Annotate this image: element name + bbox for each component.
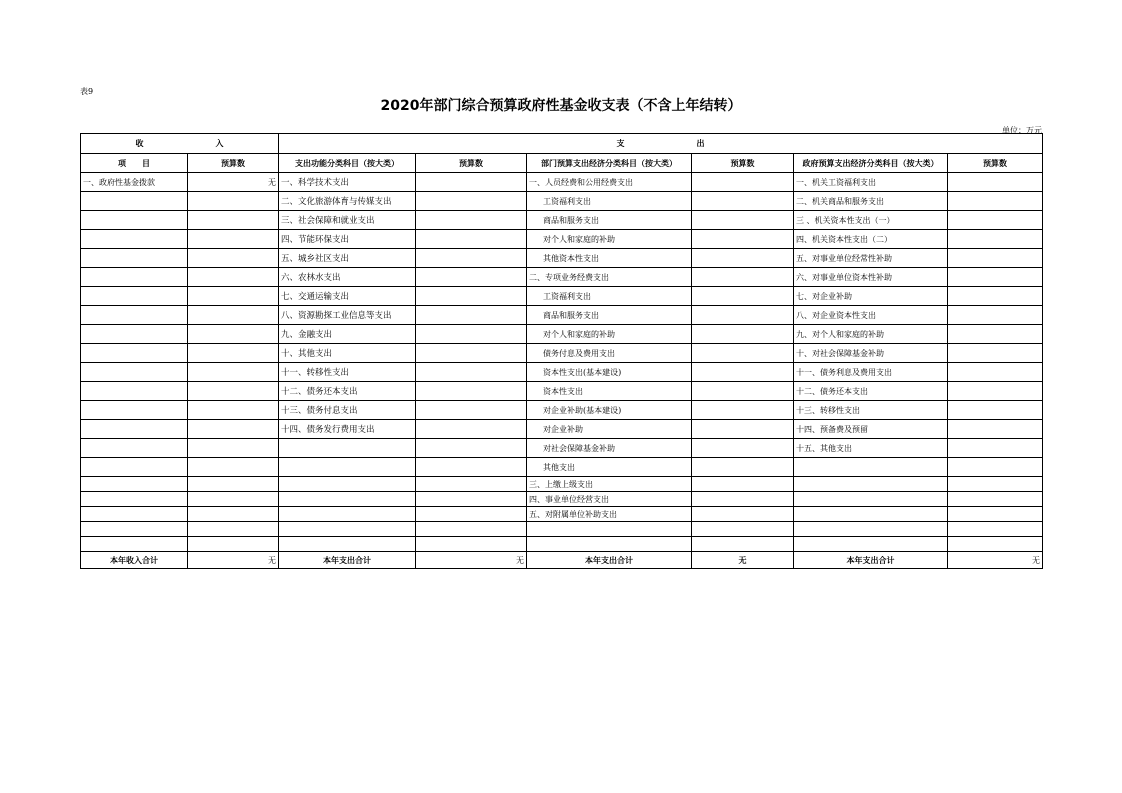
expense-section-header: 支 出 — [279, 134, 1043, 154]
dept-budget-cell — [692, 507, 794, 522]
income-item-cell — [81, 382, 188, 401]
dept-budget-cell — [692, 537, 794, 552]
page-title: 2020年部门综合预算政府性基金收支表（不含上年结转） — [380, 98, 742, 114]
income-item-cell — [81, 325, 188, 344]
income-value-cell — [188, 439, 279, 458]
dept-econ-class-cell — [527, 522, 692, 537]
table-row — [81, 192, 1043, 211]
income-value-cell — [188, 537, 279, 552]
dept-econ-class-cell: 债务付息及费用支出 — [527, 344, 692, 363]
table-row — [81, 492, 1043, 507]
function-budget-cell — [416, 268, 527, 287]
table-row — [81, 401, 1043, 420]
function-budget-cell — [416, 306, 527, 325]
gov-budget-cell — [948, 192, 1043, 211]
gov-budget-cell — [948, 230, 1043, 249]
function-class-cell — [279, 537, 416, 552]
budget-table — [80, 133, 1043, 569]
income-item-cell — [81, 211, 188, 230]
column-header-row — [81, 154, 1043, 173]
function-budget-cell — [416, 173, 527, 192]
gov-budget-cell — [948, 382, 1043, 401]
dept-econ-class-cell: 四、事业单位经营支出 — [527, 492, 692, 507]
gov-econ-class-cell: 二、机关商品和服务支出 — [794, 192, 948, 211]
table-row — [81, 325, 1043, 344]
dept-budget-cell — [692, 325, 794, 344]
dept-econ-class-cell: 对个人和家庭的补助 — [527, 325, 692, 344]
dept-econ-class-cell: 资本性支出 — [527, 382, 692, 401]
col-header-dept-econ-class: 部门预算支出经济分类科目（按大类） — [527, 154, 692, 173]
dept-budget-cell — [692, 458, 794, 477]
function-class-cell — [279, 507, 416, 522]
gov-total-value: 无 — [948, 552, 1043, 569]
dept-budget-cell — [692, 522, 794, 537]
income-value-cell — [188, 507, 279, 522]
income-value-cell — [188, 230, 279, 249]
gov-budget-cell — [948, 439, 1043, 458]
gov-econ-class-cell: 十二、债务还本支出 — [794, 382, 948, 401]
income-item-cell — [81, 306, 188, 325]
table-row — [81, 249, 1043, 268]
dept-budget-cell — [692, 268, 794, 287]
income-item-cell — [81, 401, 188, 420]
function-budget-cell — [416, 287, 527, 306]
gov-budget-cell — [948, 537, 1043, 552]
gov-econ-class-cell: 三 、机关资本性支出（一） — [794, 211, 948, 230]
income-value-cell — [188, 344, 279, 363]
function-class-cell: 三、社会保障和就业支出 — [279, 211, 416, 230]
income-item-cell — [81, 537, 188, 552]
function-budget-cell — [416, 192, 527, 211]
gov-econ-class-cell: 十一、债务利息及费用支出 — [794, 363, 948, 382]
dept-econ-class-cell: 一、人员经费和公用经费支出 — [527, 173, 692, 192]
function-class-cell — [279, 522, 416, 537]
gov-total-label: 本年支出合计 — [794, 552, 948, 569]
income-section-header: 收 入 — [81, 134, 279, 154]
income-value-cell — [188, 192, 279, 211]
function-budget-cell — [416, 507, 527, 522]
gov-econ-class-cell: 九、对个人和家庭的补助 — [794, 325, 948, 344]
dept-budget-cell — [692, 439, 794, 458]
gov-econ-class-cell — [794, 507, 948, 522]
func-total-value: 无 — [416, 552, 527, 569]
gov-econ-class-cell — [794, 522, 948, 537]
function-budget-cell — [416, 477, 527, 492]
function-budget-cell — [416, 382, 527, 401]
dept-econ-class-cell: 工资福利支出 — [527, 192, 692, 211]
gov-budget-cell — [948, 306, 1043, 325]
gov-econ-class-cell: 十三、转移性支出 — [794, 401, 948, 420]
gov-budget-cell — [948, 363, 1043, 382]
unit-label: 单位：万元 — [1002, 126, 1042, 135]
function-budget-cell — [416, 230, 527, 249]
col-header-item: 项 目 — [81, 154, 188, 173]
gov-econ-class-cell: 十五、其他支出 — [794, 439, 948, 458]
dept-econ-class-cell: 对社会保障基金补助 — [527, 439, 692, 458]
gov-budget-cell — [948, 249, 1043, 268]
gov-econ-class-cell: 六、对事业单位资本性补助 — [794, 268, 948, 287]
income-value-cell — [188, 492, 279, 507]
table-row — [81, 420, 1043, 439]
function-budget-cell — [416, 249, 527, 268]
function-class-cell — [279, 492, 416, 507]
gov-econ-class-cell: 四、机关资本性支出（二） — [794, 230, 948, 249]
dept-budget-cell — [692, 382, 794, 401]
income-item-cell: 一、政府性基金拨款 — [81, 173, 188, 192]
table-row — [81, 522, 1043, 537]
function-class-cell: 十二、债务还本支出 — [279, 382, 416, 401]
function-class-cell — [279, 477, 416, 492]
table-row — [81, 477, 1043, 492]
gov-budget-cell — [948, 401, 1043, 420]
col-header-budget: 预算数 — [416, 154, 527, 173]
dept-econ-class-cell: 工资福利支出 — [527, 287, 692, 306]
income-item-cell — [81, 507, 188, 522]
gov-budget-cell — [948, 268, 1043, 287]
table-row — [81, 306, 1043, 325]
table-row — [81, 268, 1043, 287]
income-value-cell — [188, 287, 279, 306]
income-total-label: 本年收入合计 — [81, 552, 188, 569]
col-header-budget: 预算数 — [188, 154, 279, 173]
function-class-cell: 十、其他支出 — [279, 344, 416, 363]
dept-econ-class-cell: 商品和服务支出 — [527, 211, 692, 230]
function-budget-cell — [416, 363, 527, 382]
function-budget-cell — [416, 344, 527, 363]
gov-budget-cell — [948, 287, 1043, 306]
income-value-cell: 无 — [188, 173, 279, 192]
dept-budget-cell — [692, 344, 794, 363]
function-class-cell: 十四、债务发行费用支出 — [279, 420, 416, 439]
function-budget-cell — [416, 537, 527, 552]
income-value-cell — [188, 477, 279, 492]
dept-budget-cell — [692, 477, 794, 492]
gov-econ-class-cell — [794, 458, 948, 477]
income-item-cell — [81, 420, 188, 439]
function-class-cell: 四、节能环保支出 — [279, 230, 416, 249]
income-value-cell — [188, 458, 279, 477]
dept-budget-cell — [692, 230, 794, 249]
table-row — [81, 382, 1043, 401]
income-value-cell — [188, 363, 279, 382]
table-row — [81, 173, 1043, 192]
dept-budget-cell — [692, 420, 794, 439]
gov-econ-class-cell — [794, 477, 948, 492]
dept-total-value: 无 — [692, 552, 794, 569]
dept-budget-cell — [692, 492, 794, 507]
dept-budget-cell — [692, 306, 794, 325]
function-budget-cell — [416, 522, 527, 537]
function-class-cell — [279, 458, 416, 477]
gov-budget-cell — [948, 477, 1043, 492]
dept-econ-class-cell: 五、对附属单位补助支出 — [527, 507, 692, 522]
table-row — [81, 287, 1043, 306]
dept-budget-cell — [692, 211, 794, 230]
gov-budget-cell — [948, 507, 1043, 522]
function-class-cell: 九、金融支出 — [279, 325, 416, 344]
income-value-cell — [188, 268, 279, 287]
function-class-cell: 二、文化旅游体育与传媒支出 — [279, 192, 416, 211]
income-item-cell — [81, 268, 188, 287]
gov-econ-class-cell — [794, 492, 948, 507]
income-item-cell — [81, 192, 188, 211]
dept-econ-class-cell: 其他资本性支出 — [527, 249, 692, 268]
table-row — [81, 344, 1043, 363]
table-row — [81, 211, 1043, 230]
gov-econ-class-cell — [794, 537, 948, 552]
table-row — [81, 363, 1043, 382]
function-class-cell: 七、交通运输支出 — [279, 287, 416, 306]
function-budget-cell — [416, 325, 527, 344]
col-header-gov-econ-class: 政府预算支出经济分类科目（按大类） — [794, 154, 948, 173]
table-row — [81, 537, 1043, 552]
income-item-cell — [81, 439, 188, 458]
gov-econ-class-cell: 十、对社会保障基金补助 — [794, 344, 948, 363]
gov-econ-class-cell: 一、机关工资福利支出 — [794, 173, 948, 192]
col-header-budget: 预算数 — [948, 154, 1043, 173]
income-value-cell — [188, 401, 279, 420]
income-value-cell — [188, 249, 279, 268]
income-item-cell — [81, 477, 188, 492]
section-row — [81, 134, 1043, 154]
income-value-cell — [188, 522, 279, 537]
income-item-cell — [81, 492, 188, 507]
function-class-cell: 五、城乡社区支出 — [279, 249, 416, 268]
income-value-cell — [188, 325, 279, 344]
totals-row — [81, 552, 1043, 569]
col-header-budget: 预算数 — [692, 154, 794, 173]
gov-budget-cell — [948, 325, 1043, 344]
gov-econ-class-cell: 五、对事业单位经常性补助 — [794, 249, 948, 268]
dept-econ-class-cell: 其他支出 — [527, 458, 692, 477]
gov-budget-cell — [948, 458, 1043, 477]
function-budget-cell — [416, 439, 527, 458]
dept-econ-class-cell: 对个人和家庭的补助 — [527, 230, 692, 249]
function-class-cell: 六、农林水支出 — [279, 268, 416, 287]
dept-econ-class-cell: 资本性支出(基本建设) — [527, 363, 692, 382]
income-item-cell — [81, 249, 188, 268]
gov-budget-cell — [948, 522, 1043, 537]
gov-budget-cell — [948, 344, 1043, 363]
table-row — [81, 439, 1043, 458]
function-class-cell: 一、科学技术支出 — [279, 173, 416, 192]
income-value-cell — [188, 382, 279, 401]
function-class-cell — [279, 439, 416, 458]
income-item-cell — [81, 458, 188, 477]
table-row — [81, 230, 1043, 249]
dept-econ-class-cell: 商品和服务支出 — [527, 306, 692, 325]
dept-budget-cell — [692, 192, 794, 211]
income-item-cell — [81, 522, 188, 537]
dept-budget-cell — [692, 363, 794, 382]
income-total-value: 无 — [188, 552, 279, 569]
income-value-cell — [188, 306, 279, 325]
function-budget-cell — [416, 401, 527, 420]
gov-econ-class-cell: 七、对企业补助 — [794, 287, 948, 306]
table-number: 表9 — [80, 87, 94, 96]
income-item-cell — [81, 287, 188, 306]
gov-budget-cell — [948, 173, 1043, 192]
gov-econ-class-cell: 八、对企业资本性支出 — [794, 306, 948, 325]
gov-budget-cell — [948, 492, 1043, 507]
income-value-cell — [188, 420, 279, 439]
table-row — [81, 458, 1043, 477]
dept-econ-class-cell: 二、专项业务经费支出 — [527, 268, 692, 287]
dept-budget-cell — [692, 401, 794, 420]
func-total-label: 本年支出合计 — [279, 552, 416, 569]
income-value-cell — [188, 211, 279, 230]
dept-econ-class-cell: 对企业补助(基本建设) — [527, 401, 692, 420]
dept-econ-class-cell: 三、上缴上级支出 — [527, 477, 692, 492]
function-class-cell: 十一、转移性支出 — [279, 363, 416, 382]
function-class-cell: 十三、债务付息支出 — [279, 401, 416, 420]
function-budget-cell — [416, 211, 527, 230]
gov-econ-class-cell: 十四、预备费及预留 — [794, 420, 948, 439]
dept-budget-cell — [692, 287, 794, 306]
function-class-cell: 八、资源勘探工业信息等支出 — [279, 306, 416, 325]
function-budget-cell — [416, 458, 527, 477]
income-item-cell — [81, 344, 188, 363]
function-budget-cell — [416, 420, 527, 439]
dept-budget-cell — [692, 249, 794, 268]
col-header-function-class: 支出功能分类科目（按大类） — [279, 154, 416, 173]
table-row — [81, 507, 1043, 522]
dept-econ-class-cell — [527, 537, 692, 552]
dept-total-label: 本年支出合计 — [527, 552, 692, 569]
income-item-cell — [81, 363, 188, 382]
dept-budget-cell — [692, 173, 794, 192]
gov-budget-cell — [948, 420, 1043, 439]
function-budget-cell — [416, 492, 527, 507]
gov-budget-cell — [948, 211, 1043, 230]
income-item-cell — [81, 230, 188, 249]
dept-econ-class-cell: 对企业补助 — [527, 420, 692, 439]
